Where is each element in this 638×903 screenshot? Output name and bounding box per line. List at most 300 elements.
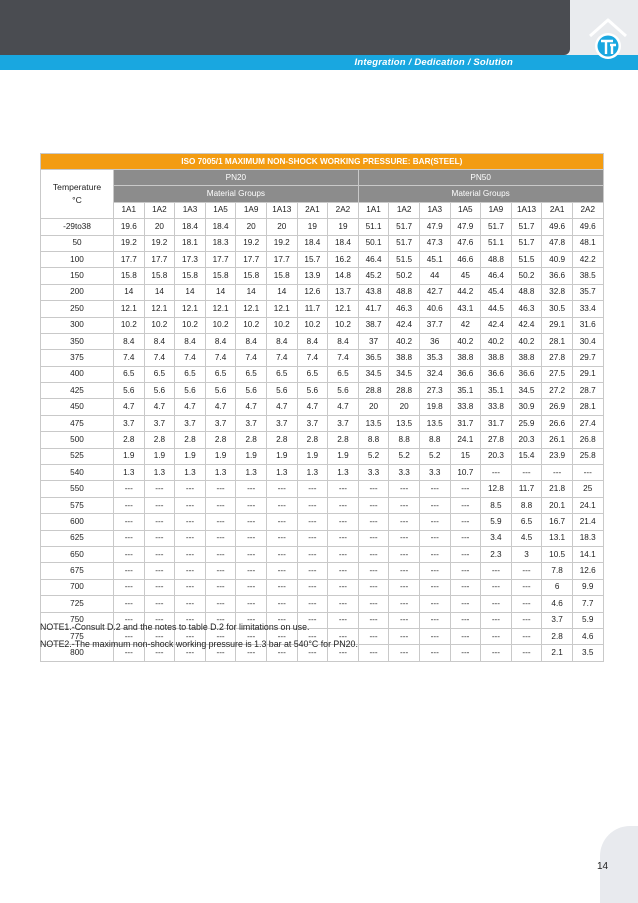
pressure-cell: 3.7 bbox=[205, 415, 236, 431]
pressure-cell: --- bbox=[389, 514, 420, 530]
pressure-cell: 12.1 bbox=[114, 301, 145, 317]
pressure-cell: 5.6 bbox=[297, 383, 328, 399]
pressure-cell: --- bbox=[450, 645, 481, 661]
pressure-cell: --- bbox=[266, 546, 297, 562]
pressure-cell: --- bbox=[266, 563, 297, 579]
pressure-cell: 10.7 bbox=[450, 465, 481, 481]
pressure-cell: 8.4 bbox=[205, 333, 236, 349]
pressure-cell: 12.8 bbox=[481, 481, 512, 497]
pressure-cell: 19.2 bbox=[144, 235, 175, 251]
pressure-cell: --- bbox=[419, 530, 450, 546]
pressure-cell: --- bbox=[266, 497, 297, 513]
pressure-cell: --- bbox=[450, 596, 481, 612]
pressure-cell: 13.5 bbox=[419, 415, 450, 431]
pressure-cell: 42.2 bbox=[572, 251, 603, 267]
pressure-cell: --- bbox=[481, 628, 512, 644]
pressure-cell: 17.7 bbox=[114, 251, 145, 267]
pressure-cell: 1.3 bbox=[328, 465, 359, 481]
table-row bbox=[41, 415, 604, 431]
temperature-cell: 625 bbox=[41, 530, 114, 546]
pressure-cell: 25.9 bbox=[511, 415, 542, 431]
table-row bbox=[41, 448, 604, 464]
pressure-cell: 45.4 bbox=[481, 284, 512, 300]
pressure-cell: 51.7 bbox=[389, 219, 420, 235]
pressure-cell: 41.7 bbox=[358, 301, 389, 317]
pressure-cell: --- bbox=[450, 579, 481, 595]
pressure-cell: 31.7 bbox=[481, 415, 512, 431]
pressure-cell: 40.2 bbox=[481, 333, 512, 349]
pressure-cell: 17.3 bbox=[175, 251, 206, 267]
pressure-cell: --- bbox=[144, 645, 175, 661]
pressure-cell: 12.1 bbox=[144, 301, 175, 317]
pressure-cell: --- bbox=[328, 612, 359, 628]
pressure-cell: 20.3 bbox=[511, 432, 542, 448]
pressure-cell: 8.8 bbox=[511, 497, 542, 513]
pressure-cell: --- bbox=[114, 497, 145, 513]
pressure-cell: --- bbox=[175, 596, 206, 612]
pressure-cell: --- bbox=[419, 497, 450, 513]
temperature-cell: 575 bbox=[41, 497, 114, 513]
pressure-cell: 44.2 bbox=[450, 284, 481, 300]
pressure-cell: 35.7 bbox=[572, 284, 603, 300]
pressure-cell: 20 bbox=[236, 219, 267, 235]
pressure-cell: --- bbox=[297, 628, 328, 644]
pressure-cell: 6.5 bbox=[328, 366, 359, 382]
pressure-cell: 1.3 bbox=[236, 465, 267, 481]
pressure-cell: --- bbox=[205, 481, 236, 497]
pressure-cell: 19 bbox=[297, 219, 328, 235]
pressure-cell: --- bbox=[389, 530, 420, 546]
table-row bbox=[41, 596, 604, 612]
pressure-cell: 28.8 bbox=[389, 383, 420, 399]
temperature-cell: 675 bbox=[41, 563, 114, 579]
pressure-cell: 12.1 bbox=[266, 301, 297, 317]
pressure-cell: 11.7 bbox=[297, 301, 328, 317]
pressure-cell: 34.5 bbox=[511, 383, 542, 399]
material-group-header: 1A1 bbox=[114, 202, 145, 218]
table-row bbox=[41, 350, 604, 366]
pressure-cell: 42.4 bbox=[511, 317, 542, 333]
pressure-cell: 7.8 bbox=[542, 563, 573, 579]
pressure-cell: --- bbox=[114, 628, 145, 644]
pressure-cell: 7.4 bbox=[114, 350, 145, 366]
pressure-cell: 32.4 bbox=[419, 366, 450, 382]
pressure-cell: --- bbox=[328, 481, 359, 497]
temperature-header-label: Temperature bbox=[52, 182, 102, 193]
pressure-cell: 27.4 bbox=[572, 415, 603, 431]
pressure-cell: --- bbox=[236, 563, 267, 579]
pressure-cell: 18.3 bbox=[572, 530, 603, 546]
pressure-cell: --- bbox=[419, 628, 450, 644]
pressure-cell: --- bbox=[114, 596, 145, 612]
pressure-cell: --- bbox=[236, 596, 267, 612]
pressure-cell: --- bbox=[175, 530, 206, 546]
table-row bbox=[41, 251, 604, 267]
pressure-cell: 36 bbox=[419, 333, 450, 349]
pressure-cell: --- bbox=[389, 497, 420, 513]
pressure-cell: 5.6 bbox=[175, 383, 206, 399]
pressure-cell: 6.5 bbox=[114, 366, 145, 382]
pressure-cell: --- bbox=[481, 563, 512, 579]
pressure-cell: 10.2 bbox=[328, 317, 359, 333]
pressure-cell: 20 bbox=[266, 219, 297, 235]
pressure-cell: 10.5 bbox=[542, 546, 573, 562]
pressure-cell: 12.1 bbox=[328, 301, 359, 317]
material-group-header: 1A2 bbox=[144, 202, 175, 218]
pressure-cell: 38.8 bbox=[389, 350, 420, 366]
company-logo-icon bbox=[586, 14, 630, 64]
pressure-cell: 12.1 bbox=[205, 301, 236, 317]
pressure-cell: 18.4 bbox=[297, 235, 328, 251]
pressure-cell: --- bbox=[419, 546, 450, 562]
pressure-cell: --- bbox=[328, 579, 359, 595]
material-group-header: 1A9 bbox=[481, 202, 512, 218]
table-row bbox=[41, 546, 604, 562]
pressure-cell: 50.2 bbox=[511, 268, 542, 284]
pressure-cell: 19.8 bbox=[419, 399, 450, 415]
pressure-cell: 4.7 bbox=[144, 399, 175, 415]
pressure-cell: 45 bbox=[450, 268, 481, 284]
pressure-cell: 2.8 bbox=[144, 432, 175, 448]
pressure-cell: 34.5 bbox=[389, 366, 420, 382]
pressure-cell: 6.5 bbox=[236, 366, 267, 382]
pressure-cell: --- bbox=[205, 546, 236, 562]
pressure-cell: 3.7 bbox=[328, 415, 359, 431]
pressure-cell: 2.8 bbox=[328, 432, 359, 448]
pressure-cell: --- bbox=[175, 497, 206, 513]
pressure-cell: 18.4 bbox=[175, 219, 206, 235]
pn50-material-groups-header: Material Groups bbox=[358, 186, 603, 202]
pressure-cell: 18.1 bbox=[175, 235, 206, 251]
pressure-cell: --- bbox=[205, 563, 236, 579]
pressure-cell: 51.5 bbox=[511, 251, 542, 267]
pressure-cell: 38.7 bbox=[358, 317, 389, 333]
pressure-cell: 35.1 bbox=[481, 383, 512, 399]
pressure-cell: --- bbox=[236, 612, 267, 628]
pressure-cell: --- bbox=[328, 645, 359, 661]
pressure-cell: --- bbox=[358, 645, 389, 661]
material-group-header: 1A13 bbox=[266, 202, 297, 218]
temperature-cell: 475 bbox=[41, 415, 114, 431]
pressure-cell: --- bbox=[450, 481, 481, 497]
pressure-cell: 7.4 bbox=[144, 350, 175, 366]
pressure-cell: --- bbox=[144, 481, 175, 497]
pressure-cell: 2.3 bbox=[481, 546, 512, 562]
pressure-cell: 19.2 bbox=[236, 235, 267, 251]
pressure-cell: --- bbox=[144, 579, 175, 595]
pressure-cell: 36.6 bbox=[542, 268, 573, 284]
pressure-cell: 33.4 bbox=[572, 301, 603, 317]
pressure-cell: 8.4 bbox=[266, 333, 297, 349]
material-group-header: 1A5 bbox=[205, 202, 236, 218]
pressure-cell: 46.4 bbox=[481, 268, 512, 284]
pressure-cell: 3.7 bbox=[297, 415, 328, 431]
pressure-cell: --- bbox=[144, 514, 175, 530]
pressure-cell: --- bbox=[358, 497, 389, 513]
material-group-header: 1A3 bbox=[175, 202, 206, 218]
pressure-cell: 30.9 bbox=[511, 399, 542, 415]
table-row bbox=[41, 366, 604, 382]
pressure-cell: --- bbox=[236, 628, 267, 644]
pressure-cell: 20 bbox=[144, 219, 175, 235]
table-row bbox=[41, 530, 604, 546]
pressure-cell: --- bbox=[358, 514, 389, 530]
pressure-cell: 43.8 bbox=[358, 284, 389, 300]
temperature-cell: 450 bbox=[41, 399, 114, 415]
pressure-cell: 42.4 bbox=[389, 317, 420, 333]
pressure-cell: 4.7 bbox=[328, 399, 359, 415]
table-title: ISO 7005/1 MAXIMUM NON-SHOCK WORKING PRESSURE: BAR(STEEL) bbox=[41, 154, 604, 170]
pressure-cell: 12.6 bbox=[297, 284, 328, 300]
pressure-cell: 25.8 bbox=[572, 448, 603, 464]
pressure-cell: 36.6 bbox=[481, 366, 512, 382]
temperature-cell: 425 bbox=[41, 383, 114, 399]
pressure-cell: 46.4 bbox=[358, 251, 389, 267]
pressure-cell: 49.6 bbox=[542, 219, 573, 235]
pressure-cell: --- bbox=[450, 563, 481, 579]
pressure-cell: --- bbox=[175, 481, 206, 497]
pressure-cell: --- bbox=[572, 465, 603, 481]
pressure-cell: --- bbox=[114, 563, 145, 579]
pressure-cell: 8.5 bbox=[481, 497, 512, 513]
pressure-cell: 48.1 bbox=[572, 235, 603, 251]
pressure-cell: 26.6 bbox=[542, 415, 573, 431]
pressure-cell: 1.9 bbox=[114, 448, 145, 464]
pressure-cell: --- bbox=[175, 546, 206, 562]
page-number: 14 bbox=[597, 861, 609, 872]
pressure-cell: 51.7 bbox=[389, 235, 420, 251]
pressure-cell: --- bbox=[297, 563, 328, 579]
pn50-header: PN50 bbox=[358, 170, 603, 186]
temperature-cell: 800 bbox=[41, 645, 114, 661]
pressure-cell: 4.7 bbox=[297, 399, 328, 415]
pressure-cell: --- bbox=[389, 596, 420, 612]
material-group-header: 1A3 bbox=[419, 202, 450, 218]
pressure-cell: 5.6 bbox=[266, 383, 297, 399]
pressure-cell: 5.6 bbox=[236, 383, 267, 399]
pressure-cell: 1.3 bbox=[175, 465, 206, 481]
header-banner bbox=[0, 0, 638, 70]
pn20-material-groups-header: Material Groups bbox=[114, 186, 359, 202]
pressure-cell: 10.2 bbox=[114, 317, 145, 333]
pressure-cell: 20.1 bbox=[542, 497, 573, 513]
pressure-cell: --- bbox=[144, 563, 175, 579]
pressure-cell: 51.7 bbox=[511, 219, 542, 235]
pressure-cell: 6 bbox=[542, 579, 573, 595]
pressure-cell: 21.8 bbox=[542, 481, 573, 497]
material-group-header: 1A9 bbox=[236, 202, 267, 218]
pressure-cell: --- bbox=[419, 563, 450, 579]
pressure-cell: 2.1 bbox=[542, 645, 573, 661]
pressure-cell: --- bbox=[205, 530, 236, 546]
header-accent-band bbox=[0, 55, 638, 70]
header-dark-band bbox=[0, 0, 570, 55]
pressure-cell: 5.9 bbox=[481, 514, 512, 530]
pressure-cell: --- bbox=[175, 612, 206, 628]
pressure-cell: 44.5 bbox=[481, 301, 512, 317]
pressure-cell: 13.1 bbox=[542, 530, 573, 546]
pressure-cell: 50.2 bbox=[389, 268, 420, 284]
pressure-cell: 3.7 bbox=[114, 415, 145, 431]
pressure-cell: 47.6 bbox=[450, 235, 481, 251]
pressure-cell: --- bbox=[358, 530, 389, 546]
pressure-cell: --- bbox=[511, 579, 542, 595]
pressure-cell: 5.2 bbox=[389, 448, 420, 464]
temperature-cell: 200 bbox=[41, 284, 114, 300]
pressure-cell: 29.1 bbox=[572, 366, 603, 382]
table-row bbox=[41, 514, 604, 530]
pressure-cell: 5.2 bbox=[358, 448, 389, 464]
pressure-cell: 19.6 bbox=[114, 219, 145, 235]
pressure-cell: 23.9 bbox=[542, 448, 573, 464]
pressure-cell: 6.5 bbox=[205, 366, 236, 382]
pressure-cell: 26.8 bbox=[572, 432, 603, 448]
pressure-cell: 1.3 bbox=[266, 465, 297, 481]
table-row bbox=[41, 284, 604, 300]
pressure-cell: 15.8 bbox=[266, 268, 297, 284]
pressure-cell: --- bbox=[114, 579, 145, 595]
pressure-cell: 3.4 bbox=[481, 530, 512, 546]
pressure-cell: 5.6 bbox=[205, 383, 236, 399]
table-row bbox=[41, 219, 604, 235]
pressure-cell: 3.3 bbox=[419, 465, 450, 481]
pressure-cell: 38.5 bbox=[572, 268, 603, 284]
pressure-cell: --- bbox=[114, 546, 145, 562]
pressure-cell: --- bbox=[328, 596, 359, 612]
temperature-cell: 725 bbox=[41, 596, 114, 612]
pressure-cell: --- bbox=[144, 628, 175, 644]
pressure-cell: 36.6 bbox=[450, 366, 481, 382]
pressure-cell: --- bbox=[450, 612, 481, 628]
pressure-cell: --- bbox=[328, 546, 359, 562]
pressure-cell: 1.9 bbox=[236, 448, 267, 464]
pressure-cell: --- bbox=[389, 546, 420, 562]
pressure-cell: 34.5 bbox=[358, 366, 389, 382]
pressure-cell: 2.8 bbox=[266, 432, 297, 448]
pressure-cell: --- bbox=[266, 645, 297, 661]
pressure-cell: --- bbox=[511, 465, 542, 481]
pressure-cell: 14 bbox=[266, 284, 297, 300]
pressure-cell: --- bbox=[266, 530, 297, 546]
pressure-cell: 48.8 bbox=[481, 251, 512, 267]
pressure-cell: --- bbox=[450, 514, 481, 530]
material-group-header: 1A1 bbox=[358, 202, 389, 218]
pressure-cell: 16.2 bbox=[328, 251, 359, 267]
pressure-cell: 11.7 bbox=[511, 481, 542, 497]
temperature-cell: 250 bbox=[41, 301, 114, 317]
pressure-cell: 38.8 bbox=[511, 350, 542, 366]
pressure-cell: --- bbox=[358, 546, 389, 562]
pressure-cell: --- bbox=[542, 465, 573, 481]
pressure-cell: 26.1 bbox=[542, 432, 573, 448]
pressure-cell: 20 bbox=[389, 399, 420, 415]
pressure-cell: --- bbox=[175, 628, 206, 644]
pressure-cell: 28.7 bbox=[572, 383, 603, 399]
pressure-cell: 8.4 bbox=[328, 333, 359, 349]
pressure-cell: --- bbox=[358, 563, 389, 579]
table-row bbox=[41, 497, 604, 513]
pressure-cell: 15.8 bbox=[144, 268, 175, 284]
pressure-cell: 4.7 bbox=[236, 399, 267, 415]
pressure-cell: 8.4 bbox=[297, 333, 328, 349]
pressure-cell: 15.7 bbox=[297, 251, 328, 267]
pressure-cell: 10.2 bbox=[236, 317, 267, 333]
pressure-cell: 6.5 bbox=[144, 366, 175, 382]
pressure-cell: --- bbox=[389, 645, 420, 661]
pressure-cell: 8.4 bbox=[175, 333, 206, 349]
pressure-cell: 17.7 bbox=[144, 251, 175, 267]
pressure-cell: 18.3 bbox=[205, 235, 236, 251]
pressure-cell: 30.5 bbox=[542, 301, 573, 317]
material-group-header: 1A13 bbox=[511, 202, 542, 218]
temperature-cell: 375 bbox=[41, 350, 114, 366]
pressure-cell: --- bbox=[205, 612, 236, 628]
pressure-cell: 28.1 bbox=[542, 333, 573, 349]
pressure-cell: 1.3 bbox=[114, 465, 145, 481]
temperature-cell: 600 bbox=[41, 514, 114, 530]
pressure-cell: 4.6 bbox=[542, 596, 573, 612]
pressure-cell: --- bbox=[297, 497, 328, 513]
pressure-cell: 47.9 bbox=[450, 219, 481, 235]
pressure-cell: --- bbox=[481, 645, 512, 661]
pressure-cell: 13.5 bbox=[358, 415, 389, 431]
table-row bbox=[41, 481, 604, 497]
pressure-cell: 51.1 bbox=[358, 219, 389, 235]
pressure-cell: 45.1 bbox=[419, 251, 450, 267]
pressure-table bbox=[40, 153, 604, 662]
pressure-cell: 42 bbox=[450, 317, 481, 333]
temperature-cell: 150 bbox=[41, 268, 114, 284]
pressure-cell: 3.7 bbox=[144, 415, 175, 431]
pressure-cell: 15 bbox=[450, 448, 481, 464]
pressure-cell: 1.3 bbox=[144, 465, 175, 481]
pressure-cell: 27.3 bbox=[419, 383, 450, 399]
pressure-cell: --- bbox=[114, 530, 145, 546]
pressure-cell: --- bbox=[144, 546, 175, 562]
pressure-cell: 13.9 bbox=[297, 268, 328, 284]
pressure-cell: --- bbox=[266, 514, 297, 530]
pressure-cell: 8.8 bbox=[358, 432, 389, 448]
pressure-cell: 20.3 bbox=[481, 448, 512, 464]
pressure-cell: 3.3 bbox=[389, 465, 420, 481]
material-group-row bbox=[41, 202, 604, 218]
pressure-cell: --- bbox=[114, 481, 145, 497]
pressure-cell: --- bbox=[266, 612, 297, 628]
pressure-cell: 1.9 bbox=[144, 448, 175, 464]
pressure-cell: --- bbox=[175, 563, 206, 579]
temperature-cell: 550 bbox=[41, 481, 114, 497]
pressure-cell: 49.6 bbox=[572, 219, 603, 235]
pressure-cell: 46.3 bbox=[511, 301, 542, 317]
pressure-cell: 8.8 bbox=[389, 432, 420, 448]
pressure-cell: 4.7 bbox=[175, 399, 206, 415]
pressure-cell: 47.9 bbox=[419, 219, 450, 235]
pressure-cell: 7.7 bbox=[572, 596, 603, 612]
pressure-cell: --- bbox=[511, 612, 542, 628]
pressure-cell: 16.7 bbox=[542, 514, 573, 530]
pressure-cell: --- bbox=[114, 514, 145, 530]
pressure-cell: 6.5 bbox=[175, 366, 206, 382]
pressure-cell: --- bbox=[114, 645, 145, 661]
pressure-cell: 37 bbox=[358, 333, 389, 349]
pressure-cell: 13.7 bbox=[328, 284, 359, 300]
pressure-cell: 14 bbox=[205, 284, 236, 300]
pressure-cell: 27.2 bbox=[542, 383, 573, 399]
pressure-cell: --- bbox=[450, 628, 481, 644]
pressure-cell: --- bbox=[419, 596, 450, 612]
material-group-header: 1A5 bbox=[450, 202, 481, 218]
table-body bbox=[41, 219, 604, 662]
